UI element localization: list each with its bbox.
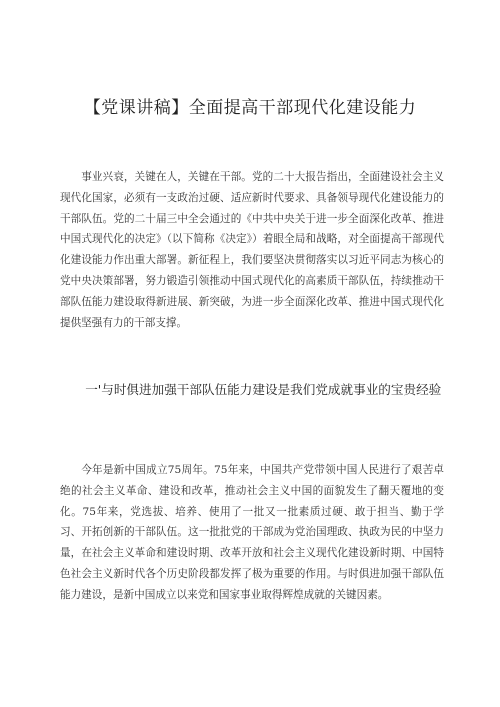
section-heading-1: 一'与时俱进加强干部队伍能力建设是我们党成就事业的宝贵经验 <box>85 382 442 397</box>
intro-paragraph: 事业兴衰，关键在人，关键在干部。党的二十大报告指出，全面建设社会主义现代化国家，必须有一支政治过硬、适应新时代要求、具备领导现代化建设能力的干部队伍。党的二十届三中全会通过的《中共中央关于进一步全面深化改革、推进中国式现代化的决定》（以下简称《决定》）着眼全局和战略，对全面提高干部现代化建设能力作出重大部署。新征程上，我们要坚决贯彻落实以习近平同志为核心的党中央决策部署，努力锻造引领推动中国式现代化的高素质干部队伍，持续推动干部队伍能力建设取得新进展、新突破，为进一步全面深化改革、推进中国式现代化提供坚强有力的干部支撑。 <box>60 171 444 329</box>
section-1-paragraph: 今年是新中国成立75周年。75年来，中国共产党带领中国人民进行了艰苦卓绝的社会主义革命、建设和改革，推动社会主义中国的面貌发生了翻天覆地的变化。75年来，党选拔、培养、使用了一批又一批素质过硬、敢于担当、勤于学习、开拓创新的干部队伍。这一批批党的干部成为党治国理政、执政为民的中坚力量，在社会主义革命和建设时期、改革开放和社会主义现代化建设新时期、中国特色社会主义新时代各个历史阶段都发挥了极为重要的作用。与时俱进加强干部队伍能力建设，是新中国成立以来党和国家事业取得辉煌成就的关键因素。 <box>60 464 444 601</box>
document-title: 【党课讲稿】全面提高干部现代化建设能力 <box>83 98 417 118</box>
